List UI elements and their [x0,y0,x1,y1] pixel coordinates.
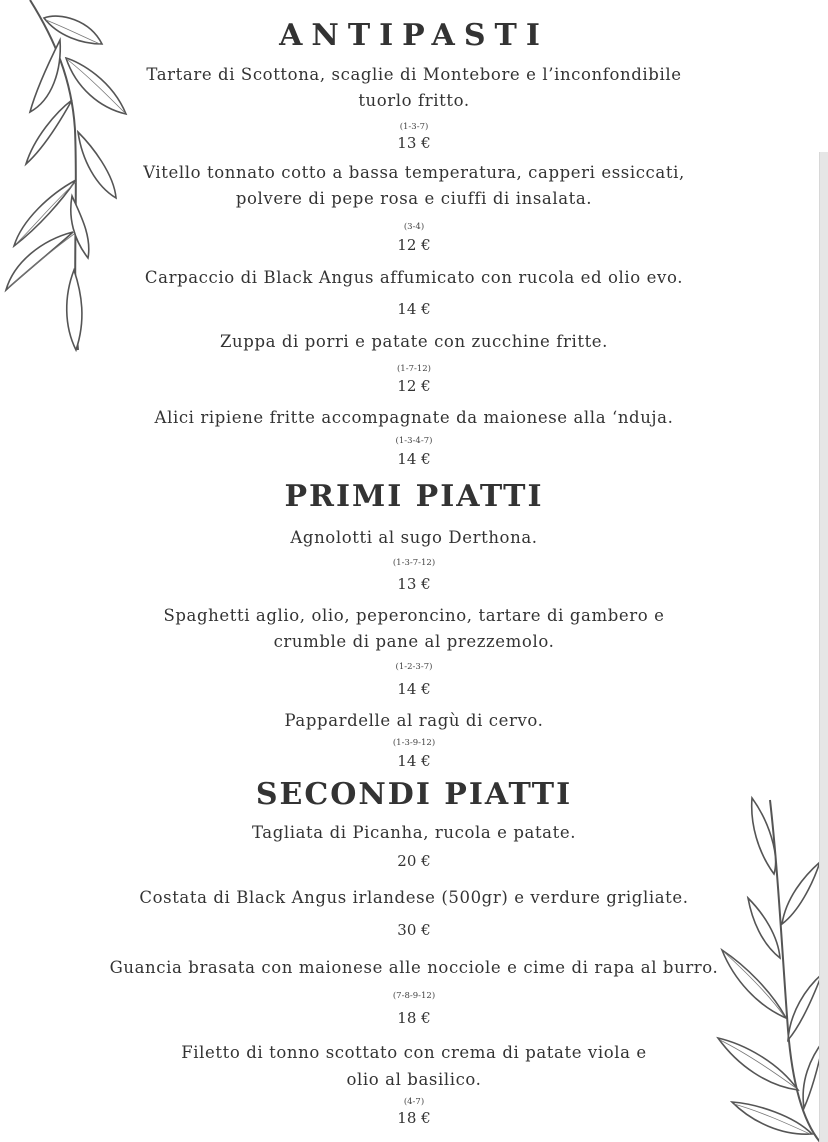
dish-name-line: Carpaccio di Black Angus affumicato con rucola ed olio evo. [144,268,684,287]
allergens-label: (1-3-4-7) [395,436,433,446]
allergens-label: (7-8-9-12) [392,991,436,1001]
dish-price: 14 € [397,300,431,318]
dish-name-line: Tartare di Scottona, scaglie di Montebore e l’inconfondibile [146,65,682,84]
section-title-antipasti: ANTIPASTI [279,18,549,53]
allergens-label: (1-3-7) [399,122,429,132]
dish-price: 14 € [397,450,431,468]
dish-price: 18 € [397,1009,431,1027]
dish-name-line: Spaghetti aglio, olio, peperoncino, tartare di gambero e [163,606,665,625]
dish-price: 18 € [397,1109,431,1127]
dish-price: 14 € [397,680,431,698]
dish-name-line: Zuppa di porri e patate con zucchine fritte. [219,332,609,351]
dish-name-line: Vitello tonnato cotto a bassa temperatura, capperi essiccati, [143,163,685,182]
allergens-label: (3-4) [403,222,425,232]
dish-price: 20 € [397,852,431,870]
dish-price: 14 € [397,752,431,770]
dish-price: 30 € [397,921,431,939]
dish-name-line: olio al basilico. [346,1070,482,1089]
dish-name-line: Filetto di tonno scottato con crema di patate viola e [181,1043,647,1062]
dish-name-line: Alici ripiene fritte accompagnate da maionese alla ‘nduja. [154,408,674,427]
allergens-label: (1-3-7-12) [392,558,436,568]
dish-name-line: polvere di pepe rosa e ciuffi di insalata. [235,189,593,208]
dish-price: 12 € [397,236,431,254]
dish-name-line: Agnolotti al sugo Derthona. [290,528,538,547]
dish-name-line: Costata di Black Angus irlandese (500gr) e verdure grigliate. [139,888,689,907]
allergens-label: (1-7-12) [396,364,431,374]
allergens-label: (1-3-9-12) [392,738,436,748]
dish-name-line: Tagliata di Picanha, rucola e patate. [251,823,577,842]
allergens-label: (1-2-3-7) [395,662,433,672]
dish-price: 13 € [397,575,431,593]
section-title-primi-piatti: PRIMI PIATTI [284,479,544,514]
dish-price: 13 € [397,134,431,152]
dish-price: 12 € [397,377,431,395]
dish-name-line: tuorlo fritto. [358,91,470,110]
section-title-secondi-piatti: SECONDI PIATTI [255,777,573,812]
allergens-label: (4-7) [403,1097,425,1107]
dish-name-line: Guancia brasata con maionese alle nocciole e cime di rapa al burro. [109,958,719,977]
dish-name-line: Pappardelle al ragù di cervo. [284,711,544,730]
dish-name-line: crumble di pane al prezzemolo. [273,632,555,651]
